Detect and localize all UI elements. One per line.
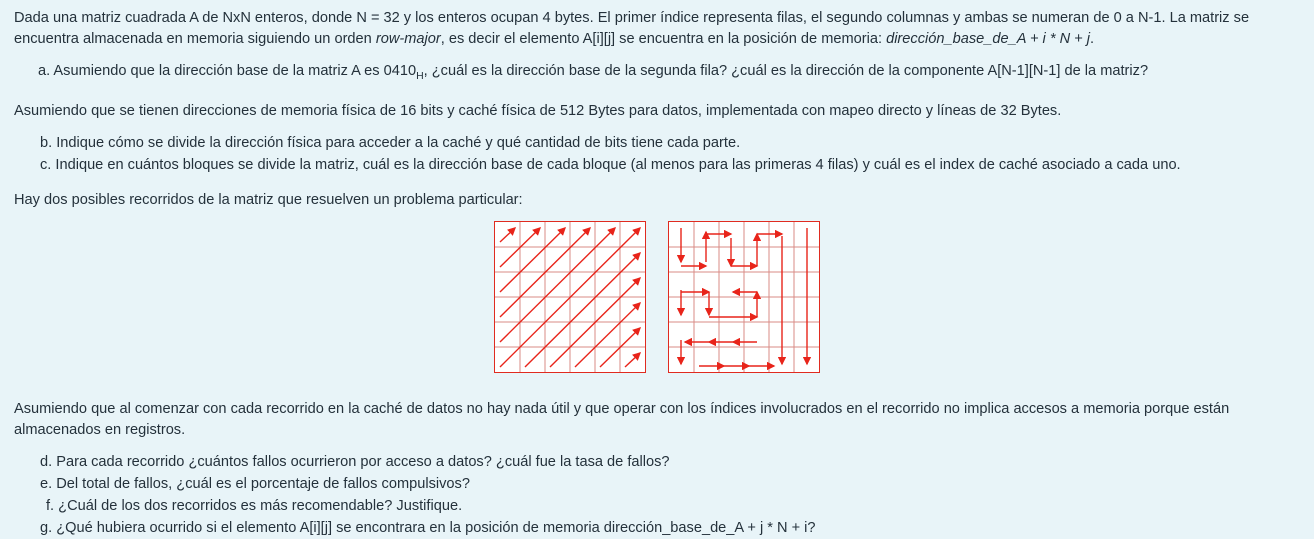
- question-item-f: [14, 495, 1300, 517]
- intro-text-part2: , es decir el elemento A[i][j] se encuentra en la posición de memoria:: [440, 31, 887, 47]
- cache-paragraph: Asumiendo que se tienen direcciones de memoria física de 16 bits y caché física de 512 Bytes para datos, implementada con mapeo directo y líneas de 32 Bytes.: [14, 102, 1062, 119]
- item-g-text: ¿Qué hubiera ocurrido si el elemento A[i][j] se encontrara en la posición de memoria dirección_base_de_A + j * N + i?: [56, 519, 816, 536]
- intro-paragraph: [14, 8, 1300, 50]
- item-c-label: c.: [40, 156, 52, 173]
- question-item-c: [14, 154, 1300, 176]
- spacer-1: [14, 50, 1300, 60]
- item-c-text: Indique en cuántos bloques se divide la matriz, cuál es la dirección base de cada bloque (al menos para las primeras 4 filas) y cuál es el index de caché asociado a cada uno.: [55, 156, 1181, 173]
- asumiendo-paragraph: Asumiendo que al comenzar con cada recorrido en la caché de datos no hay nada útil y que operar con los índices involucrados en el recorrido no implica accesos a memoria porque están almacenados en registros.: [14, 400, 1230, 438]
- item-a-text-before: Asumiendo que la dirección base de la matriz A es 0410: [53, 63, 417, 79]
- item-b-label: b.: [40, 134, 53, 151]
- spacer-6: [14, 441, 1300, 451]
- item-b-text: Indique cómo se divide la dirección física para acceder a la caché y qué cantidad de bits tiene cada parte.: [56, 134, 741, 151]
- item-a-label: a.: [38, 63, 51, 79]
- item-a-subscript: H: [416, 69, 424, 82]
- figures-container: [14, 221, 1300, 373]
- item-d-text: Para cada recorrido ¿cuántos fallos ocurrieron por acceso a datos? ¿cuál fue la tasa de fallos?: [56, 453, 670, 470]
- item-g-label: g.: [40, 519, 53, 536]
- serpentine-traversal-grid: [668, 221, 820, 373]
- diagonal-traversal-grid: [494, 221, 646, 373]
- item-d-label: d.: [40, 453, 53, 470]
- spacer-4: [14, 176, 1300, 190]
- intro-formula: dirección_base_de_A + i * N + j: [886, 31, 1090, 47]
- question-item-e: [14, 473, 1300, 495]
- question-item-b: [14, 132, 1300, 154]
- question-item-g: [14, 517, 1300, 539]
- item-f-label: f.: [46, 497, 55, 514]
- item-e-text: Del total de fallos, ¿cuál es el porcentaje de fallos compulsivos?: [56, 475, 470, 492]
- item-e-label: e.: [40, 475, 53, 492]
- intro-text-part3: .: [1089, 31, 1095, 47]
- intro-text-part1: Dada una matriz cuadrada A de NxN enteros, donde N = 32 y los enteros ocupan 4 bytes. El primer índice representa filas, el segundo columnas y ambas se numeran de 0 a N-1. La matriz se encuentra almacenada en memoria siguiendo un orden: [14, 10, 1250, 47]
- spacer-3: [14, 122, 1300, 132]
- question-item-d: [14, 451, 1300, 473]
- spacer-2: [14, 87, 1300, 101]
- spacer-5: [14, 385, 1300, 399]
- recorridos-paragraph: Hay dos posibles recorridos de la matriz que resuelven un problema particular:: [14, 191, 523, 208]
- question-item-a: [14, 60, 1300, 87]
- item-a-text-after: , ¿cuál es la dirección base de la segunda fila? ¿cuál es la dirección de la componente A[N-1][N-1] de la matriz?: [423, 63, 1149, 79]
- intro-row-major: row-major: [375, 31, 441, 47]
- item-f-text: ¿Cuál de los dos recorridos es más recomendable? Justifique.: [58, 497, 463, 514]
